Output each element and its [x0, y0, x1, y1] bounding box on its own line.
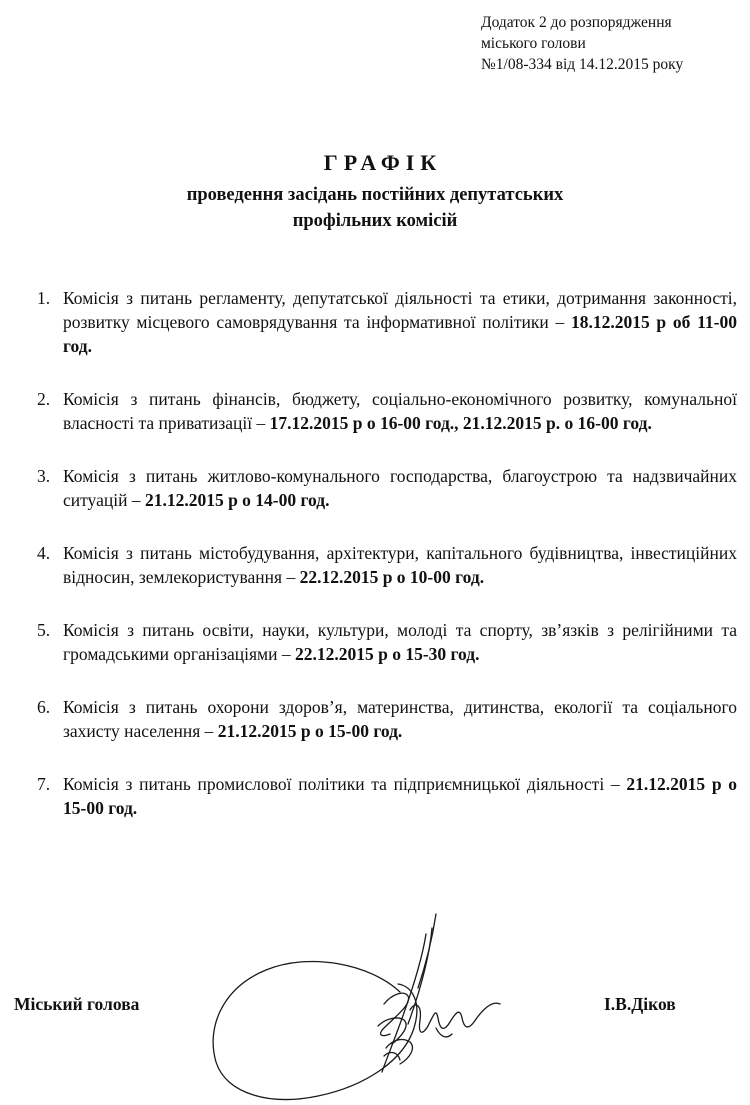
subtitle-line: профільних комісій — [292, 211, 458, 231]
signatory-position: Міський голова — [14, 994, 140, 1014]
appendix-note-line: міського голови — [481, 35, 586, 52]
item-number: 2. — [37, 389, 51, 409]
item-number: 1. — [37, 288, 51, 308]
item-text: Комісія з питань освіти, науки, культури, молоді та спорту, зв’язків з релігійними та громадськими організаціями – — [63, 620, 737, 664]
commission-item — [37, 618, 737, 666]
commission-item — [37, 387, 737, 435]
subtitle-line: проведення засідань постійних депутатських — [186, 185, 564, 205]
item-number: 3. — [37, 466, 51, 486]
item-text: Комісія з питань містобудування, архітектури, капітального будівництва, інвестиційних відносин, землекористування – — [63, 543, 737, 587]
item-text: Комісія з питань регламенту, депутатської діяльності та етики, дотримання законності, розвитку місцевого самоврядування та інформативної політики – — [63, 288, 737, 332]
meeting-date: 17.12.2015 р о 16-00 год., 21.12.2015 р. о 16-00 год. — [269, 413, 652, 433]
document-subtitle — [0, 182, 750, 234]
meeting-date: 18.12.2015 р об 11-00 год. — [63, 312, 737, 356]
commission-list — [37, 286, 737, 820]
appendix-note-line: №1/08-334 від 14.12.2015 року — [481, 56, 684, 73]
document-title: ГРАФІК — [323, 150, 443, 175]
item-number: 6. — [37, 697, 51, 717]
signature-icon — [200, 900, 540, 1105]
item-text: Комісія з питань фінансів, бюджету, соціально-економічного розвитку, комунальної власності та приватизації – — [63, 389, 737, 433]
item-text: Комісія з питань житлово-комунального господарства, благоустрою та надзвичайних ситуацій – — [63, 466, 737, 510]
signatory-name: І.В.Діков — [604, 994, 676, 1014]
commission-item — [37, 286, 737, 358]
appendix-note — [481, 12, 741, 75]
meeting-date: 22.12.2015 р о 10-00 год. — [299, 567, 485, 587]
item-number: 4. — [37, 543, 51, 563]
appendix-note-line: Додаток 2 до розпорядження — [481, 14, 672, 31]
item-text: Комісія з питань промислової політики та підприємницької діяльності – — [63, 774, 627, 794]
meeting-date: 21.12.2015 р о 15-00 год. — [63, 774, 737, 818]
commission-item — [37, 772, 737, 820]
commission-item — [37, 464, 737, 512]
commission-item — [37, 541, 737, 589]
item-text: Комісія з питань охорони здоров’я, материнства, дитинства, екології та соціального захисту населення – — [63, 697, 737, 741]
commission-item — [37, 695, 737, 743]
item-number: 5. — [37, 620, 51, 640]
meeting-date: 21.12.2015 р о 14-00 год. — [144, 490, 330, 510]
item-number: 7. — [37, 774, 51, 794]
meeting-date: 21.12.2015 р о 15-00 год. — [217, 721, 403, 741]
meeting-date: 22.12.2015 р о 15-30 год. — [294, 644, 480, 664]
